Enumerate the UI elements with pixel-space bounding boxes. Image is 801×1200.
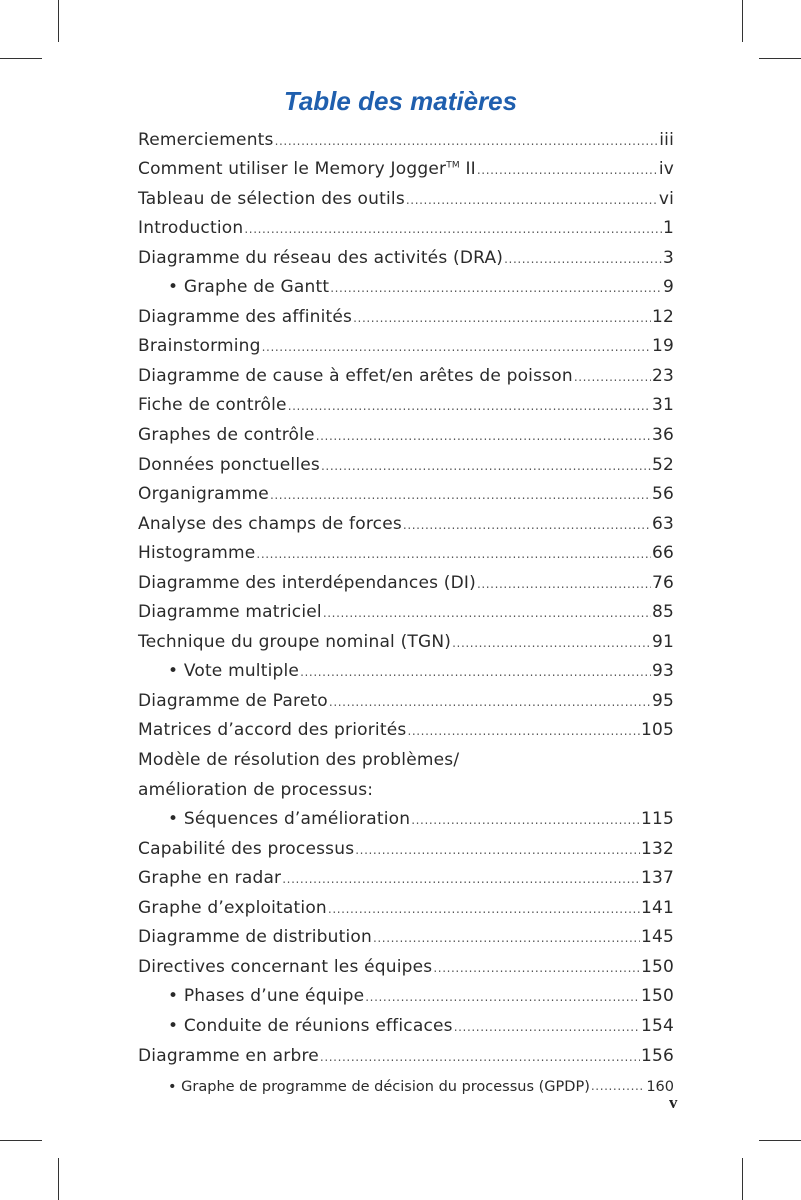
toc-entry xyxy=(138,621,674,651)
toc-entry xyxy=(138,828,674,858)
toc-entry xyxy=(138,739,674,769)
toc-page-number: 150 xyxy=(640,986,674,1007)
toc-page-number: 105 xyxy=(640,720,674,741)
dot-leader xyxy=(270,489,651,503)
toc-page-number: 115 xyxy=(640,809,674,830)
toc-entry xyxy=(138,208,674,238)
toc-page-number: 154 xyxy=(640,1015,674,1036)
dot-leader xyxy=(282,873,640,887)
toc-entry xyxy=(138,119,674,149)
toc-entry-title: • Conduite de réunions efficaces xyxy=(168,1015,453,1036)
toc-entry xyxy=(138,355,674,385)
toc-entry-title: Comment utiliser le Memory Jogger™ II xyxy=(138,159,476,180)
toc-page-number: 145 xyxy=(640,927,674,948)
toc-entry xyxy=(138,474,674,504)
dot-leader xyxy=(406,194,658,208)
toc-page-number: 95 xyxy=(651,690,674,711)
toc-subentry xyxy=(138,976,674,1006)
dot-leader xyxy=(452,637,651,651)
crop-mark-bottom-right-horizontal xyxy=(759,1140,801,1141)
toc-entry-title: Organigramme xyxy=(138,484,269,505)
toc-subentry xyxy=(138,651,674,681)
toc-page-number: 31 xyxy=(651,395,674,416)
toc-page-number: 12 xyxy=(651,306,674,327)
dot-leader xyxy=(373,932,640,946)
crop-mark-top-right-horizontal xyxy=(759,58,801,59)
dot-leader xyxy=(321,460,651,474)
dot-leader xyxy=(574,371,651,385)
toc-page-number: 91 xyxy=(651,631,674,652)
dot-leader xyxy=(411,814,640,828)
toc-page-number: 36 xyxy=(651,425,674,446)
toc-entry-title: • Phases d’une équipe xyxy=(168,986,365,1007)
toc-entry xyxy=(138,946,674,976)
crop-mark-bottom-left-horizontal xyxy=(0,1140,42,1141)
dot-leader xyxy=(288,400,651,414)
toc-subentry xyxy=(138,799,674,829)
toc-page-number: 3 xyxy=(662,247,674,268)
toc-subentry xyxy=(138,267,674,297)
toc-entry-title: Histogramme xyxy=(138,543,256,564)
trademark-mark: TM xyxy=(446,160,460,171)
toc-page-number: 1 xyxy=(662,218,674,239)
dot-leader xyxy=(365,991,640,1005)
toc-entry xyxy=(138,503,674,533)
dot-leader xyxy=(256,548,651,562)
toc-entry xyxy=(138,680,674,710)
page-title: Table des matières xyxy=(283,86,518,116)
toc-entry-title: Analyse des champs de forces xyxy=(138,513,402,534)
toc-entry xyxy=(138,149,674,179)
toc-page-number: 156 xyxy=(640,1045,674,1066)
toc-entry-title: Capabilité des processus xyxy=(138,838,355,859)
toc-entry-title: Diagramme de distribution xyxy=(138,927,372,948)
toc-entry xyxy=(138,710,674,740)
dot-leader xyxy=(591,1080,645,1094)
toc-entry-title: Diagramme en arbre xyxy=(138,1045,319,1066)
toc-entry-title: Matrices d’accord des priorités xyxy=(138,720,407,741)
toc-entry xyxy=(138,237,674,267)
toc-page-number: iii xyxy=(659,129,674,150)
dot-leader xyxy=(477,578,651,592)
toc-entry xyxy=(138,414,674,444)
toc-page-number: 141 xyxy=(640,897,674,918)
toc-entry xyxy=(138,858,674,888)
toc-entry-title: Données ponctuelles xyxy=(138,454,320,475)
dot-leader xyxy=(323,607,651,621)
toc-entry-title: • Graphe de Gantt xyxy=(168,277,330,298)
dot-leader xyxy=(262,341,651,355)
dot-leader xyxy=(300,666,651,680)
toc-entry-title: amélioration de processus: xyxy=(138,779,374,800)
dot-leader xyxy=(320,1051,640,1065)
toc-entry xyxy=(138,592,674,622)
toc-page-number: 19 xyxy=(651,336,674,357)
crop-mark-bottom-left-vertical xyxy=(58,1158,59,1200)
dot-leader xyxy=(329,696,651,710)
dot-leader xyxy=(244,223,662,237)
toc-entry-title: Diagramme de cause à effet/en arêtes de poisson xyxy=(138,365,573,386)
toc-entry-title: Technique du groupe nominal (TGN) xyxy=(138,631,452,652)
toc-entry-title: Diagramme de Pareto xyxy=(138,690,328,711)
toc-page-number: 9 xyxy=(662,277,674,298)
toc-page-number: 137 xyxy=(640,868,674,889)
dot-leader xyxy=(454,1021,640,1035)
toc-entry-title: Modèle de résolution des problèmes/ xyxy=(138,750,460,771)
dot-leader xyxy=(477,164,658,178)
toc-page-number: 66 xyxy=(651,543,674,564)
toc-page-number: 150 xyxy=(640,956,674,977)
toc-entry-title: Brainstorming xyxy=(138,336,261,357)
toc-subentry xyxy=(138,1005,674,1035)
toc-entry-title: Directives concernant les équipes xyxy=(138,956,433,977)
toc-entry-title: Diagramme du réseau des activités (DRA) xyxy=(138,247,504,268)
dot-leader xyxy=(316,430,651,444)
toc-entry xyxy=(138,533,674,563)
toc-page-number: vi xyxy=(658,188,674,209)
dot-leader xyxy=(355,844,640,858)
toc-entry-title: Introduction xyxy=(138,218,244,239)
toc-entry-title: Graphe en radar xyxy=(138,868,282,889)
page-number: v xyxy=(669,1093,678,1112)
toc-entry-title: Fiche de contrôle xyxy=(138,395,287,416)
toc-entry xyxy=(138,1035,674,1065)
toc-entry xyxy=(138,887,674,917)
toc-entry xyxy=(138,326,674,356)
toc-entry-title: Diagramme des interdépendances (DI) xyxy=(138,572,476,593)
toc-entry xyxy=(138,562,674,592)
dot-leader xyxy=(275,135,659,149)
toc-page-number: 56 xyxy=(651,484,674,505)
toc-subentry xyxy=(138,1065,674,1095)
toc-entry-title: Remerciements xyxy=(138,129,274,150)
toc-entry-title: Graphe d’exploitation xyxy=(138,897,327,918)
toc-page-number: 160 xyxy=(646,1078,674,1095)
dot-leader xyxy=(433,962,640,976)
dot-leader xyxy=(330,282,662,296)
toc-page-number: 52 xyxy=(651,454,674,475)
table-of-contents xyxy=(138,119,674,1094)
toc-entry-title: • Vote multiple xyxy=(168,661,300,682)
toc-entry-title: Diagramme des affinités xyxy=(138,306,353,327)
toc-entry xyxy=(138,385,674,415)
dot-leader xyxy=(504,253,662,267)
dot-leader xyxy=(328,903,640,917)
toc-entry-title: • Séquences d’amélioration xyxy=(168,809,411,830)
crop-mark-top-left-horizontal xyxy=(0,58,42,59)
dot-leader xyxy=(353,312,651,326)
toc-entry-title: Graphes de contrôle xyxy=(138,425,315,446)
toc-entry xyxy=(138,444,674,474)
crop-mark-top-right-vertical xyxy=(742,0,743,42)
toc-entry xyxy=(138,917,674,947)
toc-page-number: 76 xyxy=(651,572,674,593)
crop-mark-top-left-vertical xyxy=(58,0,59,42)
toc-entry xyxy=(138,296,674,326)
dot-leader xyxy=(403,519,651,533)
toc-page-number: 85 xyxy=(651,602,674,623)
toc-entry xyxy=(138,769,674,799)
toc-page-number: 93 xyxy=(651,661,674,682)
crop-mark-bottom-right-vertical xyxy=(742,1158,743,1200)
toc-entry xyxy=(138,178,674,208)
toc-page-number: 23 xyxy=(651,365,674,386)
toc-entry-title: Tableau de sélection des outils xyxy=(138,188,405,209)
toc-entry-title: Diagramme matriciel xyxy=(138,602,322,623)
toc-entry-title: • Graphe de programme de décision du processus (GPDP) xyxy=(168,1078,590,1095)
toc-page-number: iv xyxy=(658,159,674,180)
dot-leader xyxy=(407,725,640,739)
toc-page-number: 132 xyxy=(640,838,674,859)
toc-page-number: 63 xyxy=(651,513,674,534)
